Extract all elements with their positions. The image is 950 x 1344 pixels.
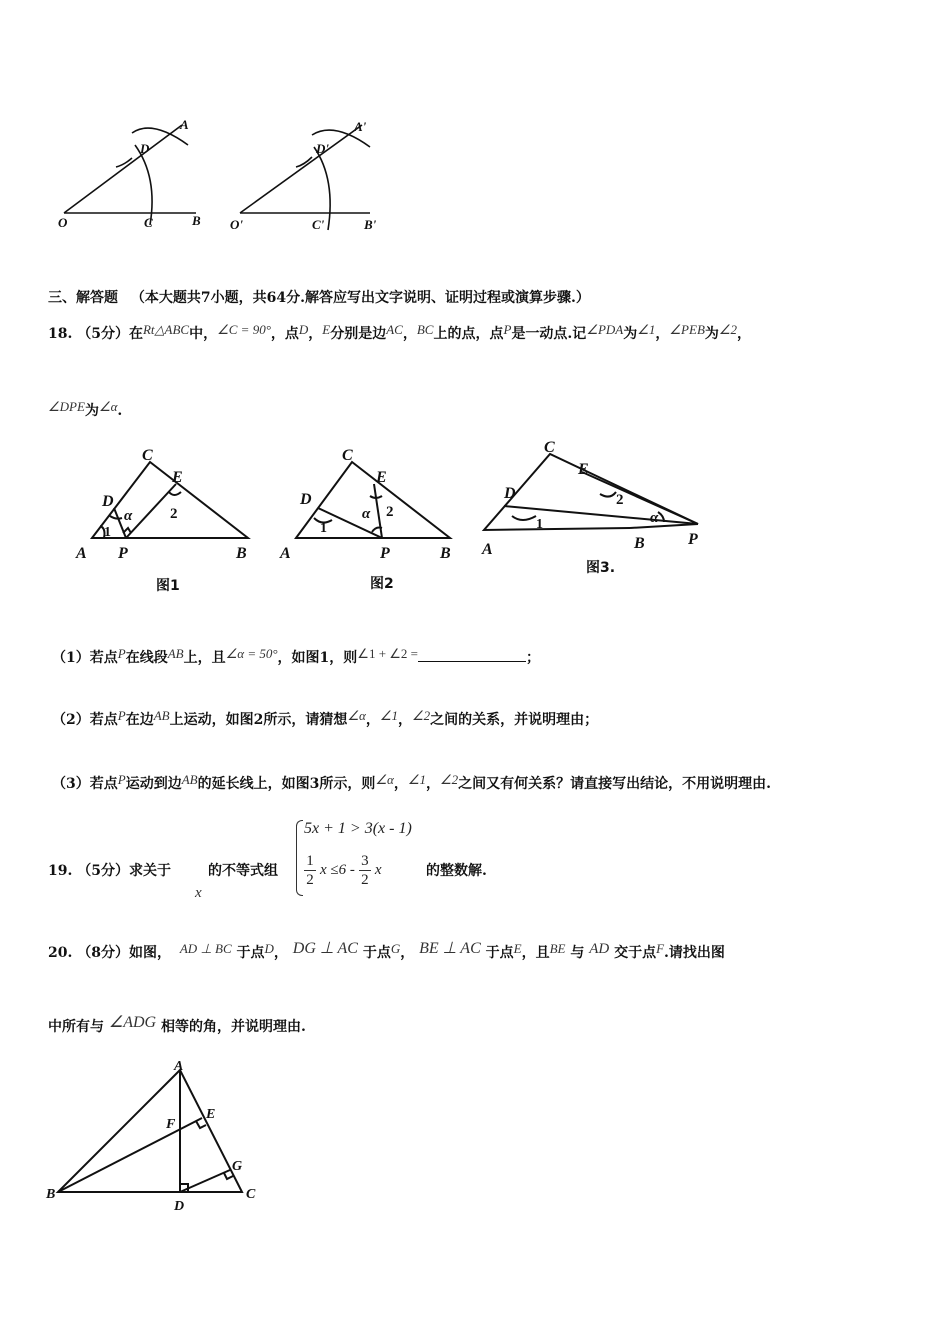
fig2-label-p: P [380,545,390,562]
fig3-label-1: 1 [536,517,543,532]
math-angle1: ∠1 [637,322,656,337]
q18-text: . [117,403,123,419]
q18-text: 为 [623,326,638,342]
q18-stem-line1 [48,323,751,343]
math-angle2: ∠2 [439,772,459,787]
sub2-text: （2）若点 [52,712,118,728]
q18-text: ， [655,326,670,342]
fig3-label-d: D [504,485,516,502]
inequality-1: 5x + 1 > 3(x - 1) [304,820,412,837]
q20-text: ， [400,945,415,961]
q18-sub2 [52,709,598,729]
fig2-label-b: B [440,545,451,562]
system-brace [296,820,303,896]
fig3-label-e: E [578,461,589,478]
left-label-d: D [140,141,150,156]
math-e: E [513,941,522,956]
q18-text: 上的点，点 [433,326,504,342]
math-p: P [503,322,512,337]
sub1-text: ，如图1，则 [277,650,358,666]
q20-stem-line1 [48,942,725,962]
figure-3 [484,454,698,530]
math-p: P [117,646,126,661]
q19-text-3: 的整数解. [426,863,487,879]
q20-text: 如图， [128,945,171,961]
math-p: P [117,772,126,787]
q20-text: 相等的角，并说明理由. [160,1019,306,1035]
math-d: D [264,941,274,956]
frac1-num: 1 [304,852,316,871]
math-be-perp-ac: BE ⊥ AC [419,940,481,957]
right-label-b: B' [364,217,377,232]
frac1-den: 2 [306,872,314,888]
q20-text: 于点 [485,945,514,961]
left-label-o: O [58,215,68,230]
q18-text: 为 [84,403,99,419]
q20-label-b: B [46,1187,56,1202]
fig2-label-alpha: α [362,506,371,522]
sub2-text: ， [397,712,412,728]
left-label-b: B [192,213,201,228]
sub2-text: 上运动，如图2所示，请猜想 [169,712,348,728]
fig3-label-p: P [688,531,698,548]
q19-text-2: 的不等式组 [208,863,278,879]
math-d: D [298,322,309,337]
q18-text: 中， [189,326,218,342]
q19-stem [48,860,171,880]
math-f: F [656,941,665,956]
sub2-text: 在边 [125,712,154,728]
frac2-den: 2 [361,872,369,888]
q19-score: （5分） [77,863,129,879]
sub2-text: 之间的关系，并说明理由； [430,712,599,728]
fig2-label-2: 2 [386,504,394,520]
fig1-label-p: P [118,545,128,562]
math-ab: AB [181,772,198,787]
math-alpha: ∠α [347,708,366,723]
fig1-label-b: B [236,545,247,562]
frac2-num: 3 [359,852,371,871]
q18-text: 在 [128,326,143,342]
math-angle-c: ∠C = 90° [217,322,271,337]
q18-text: ， [402,326,417,342]
q18-text: ， [308,326,323,342]
math-ab: AB [153,708,170,723]
sub1-text: （1）若点 [52,650,118,666]
math-pda: ∠PDA [586,322,624,337]
sub1-text: 在线段 [125,650,168,666]
q20-text: 交于点 [614,945,657,961]
sub3-text: ， [393,776,408,792]
q19-text: 求关于 [128,863,171,879]
answer-blank[interactable] [418,649,526,662]
math-ad: AD [589,941,610,957]
q20-text: ，且 [521,945,550,961]
q19-number: 19. [48,863,73,879]
math-alpha-50: ∠α = 50° [225,646,278,661]
math-angle2: ∠2 [718,322,738,337]
math-ab: AB [167,646,184,661]
q20-text: 中所有与 [48,1019,104,1035]
sub3-text: 的延长线上，如图3所示，则 [197,776,376,792]
fig3-caption: 图3. [586,560,616,576]
math-ac: AC [386,322,403,337]
fig3-label-a: A [482,541,493,558]
fig2-label-e: E [376,469,387,486]
fig2-label-c: C [342,447,353,464]
q20-text: 与 [570,945,585,961]
q18-sub1 [52,647,540,667]
q19-var-x: x [195,885,202,901]
fig2-caption: 图2 [370,576,394,592]
fig1-label-d: D [102,493,114,510]
fig1-caption: 图1 [156,578,180,594]
q20-stem-line2 [48,1016,306,1036]
math-angle-sum: ∠1 + ∠2 = [357,646,419,661]
q20-label-a: A [174,1059,184,1074]
q18-number: 18. [48,326,73,342]
math-rt-abc: Rt△ABC [142,322,190,337]
angle-construction-figure [40,95,400,245]
fig1-label-c: C [142,447,153,464]
math-ad-perp-bc: AD ⊥ BC [179,941,232,956]
q18-text: 为 [704,326,719,342]
math-dg-perp-ac: DG ⊥ AC [292,940,358,957]
fig1-label-1: 1 [104,525,111,540]
left-angle-figure [64,125,196,225]
q20-label-d: D [174,1199,185,1214]
right-label-c: C' [312,217,325,232]
sub1-text: 上，且 [183,650,226,666]
right-angle-figure [240,125,370,230]
math-e: E [322,322,331,337]
q20-score: （8分） [77,945,129,961]
q18-text: 分别是边 [330,326,387,342]
q20-text: ， [273,945,288,961]
q20-label-e: E [206,1107,216,1122]
q18-score: （5分） [77,326,129,342]
q20-text: 于点 [362,945,391,961]
q18-text: ，点 [270,326,299,342]
section-note: （本大题共7小题，共64分.解答应写出文字说明、证明过程或演算步骤.） [130,290,590,306]
fig2-label-a: A [280,545,291,562]
fig1-label-e: E [172,469,183,486]
fig2-label-1: 1 [320,521,327,536]
sub3-text: 之间又有何关系？请直接写出结论，不用说明理由. [458,776,772,792]
inequality-2-x: x [374,862,382,878]
left-label-c: C [144,215,153,230]
fig1-label-a: A [76,545,87,562]
fig3-label-b: B [634,535,645,552]
fig2-label-d: D [300,491,312,508]
math-dpe: ∠DPE [48,399,85,414]
right-label-a: A' [354,119,367,134]
math-alpha: ∠α [375,772,394,787]
q18-sub3 [52,773,771,793]
figure-1 [92,462,248,538]
sub3-text: （3）若点 [52,776,118,792]
right-label-o: O' [230,217,243,232]
math-angle-adg: ∠ADG [108,1014,157,1031]
q18-text: ， [737,326,752,342]
section-title: 三、解答题 [48,290,118,306]
math-angle2: ∠2 [411,708,431,723]
q20-text: 于点 [236,945,265,961]
math-bc: BC [416,322,434,337]
q20-text: .请找出图 [664,945,725,961]
q20-label-c: C [246,1187,256,1202]
math-angle1: ∠1 [379,708,398,723]
math-angle1: ∠1 [407,772,426,787]
sub3-text: ， [425,776,440,792]
fig3-label-alpha: α [650,510,659,526]
fig3-label-c: C [544,440,555,456]
sub2-text: ， [365,712,380,728]
fig1-label-2: 2 [170,506,178,522]
left-label-a: A [180,117,189,132]
math-g: G [390,941,401,956]
math-peb: ∠PEB [669,322,705,337]
inequality-2 [304,852,382,892]
math-alpha: ∠α [98,399,118,414]
inequality-system [296,818,426,898]
math-be: BE [549,941,566,956]
q20-number: 20. [48,945,73,961]
fig3-label-2: 2 [616,492,624,508]
q20-figure [40,1058,280,1218]
q20-label-f: F [166,1117,176,1132]
math-p: P [117,708,126,723]
q20-label-g: G [232,1159,243,1174]
q18-stem-line2 [48,400,122,420]
sub3-text: 运动到边 [125,776,182,792]
right-label-d: D' [316,141,329,156]
fig1-label-alpha: α [124,508,133,524]
section-heading [48,287,590,307]
q18-text: 是一动点.记 [511,326,587,342]
sub1-text: ； [526,650,541,666]
q18-figures [70,440,720,600]
inequality-2-mid: x ≤6 - [320,862,355,878]
